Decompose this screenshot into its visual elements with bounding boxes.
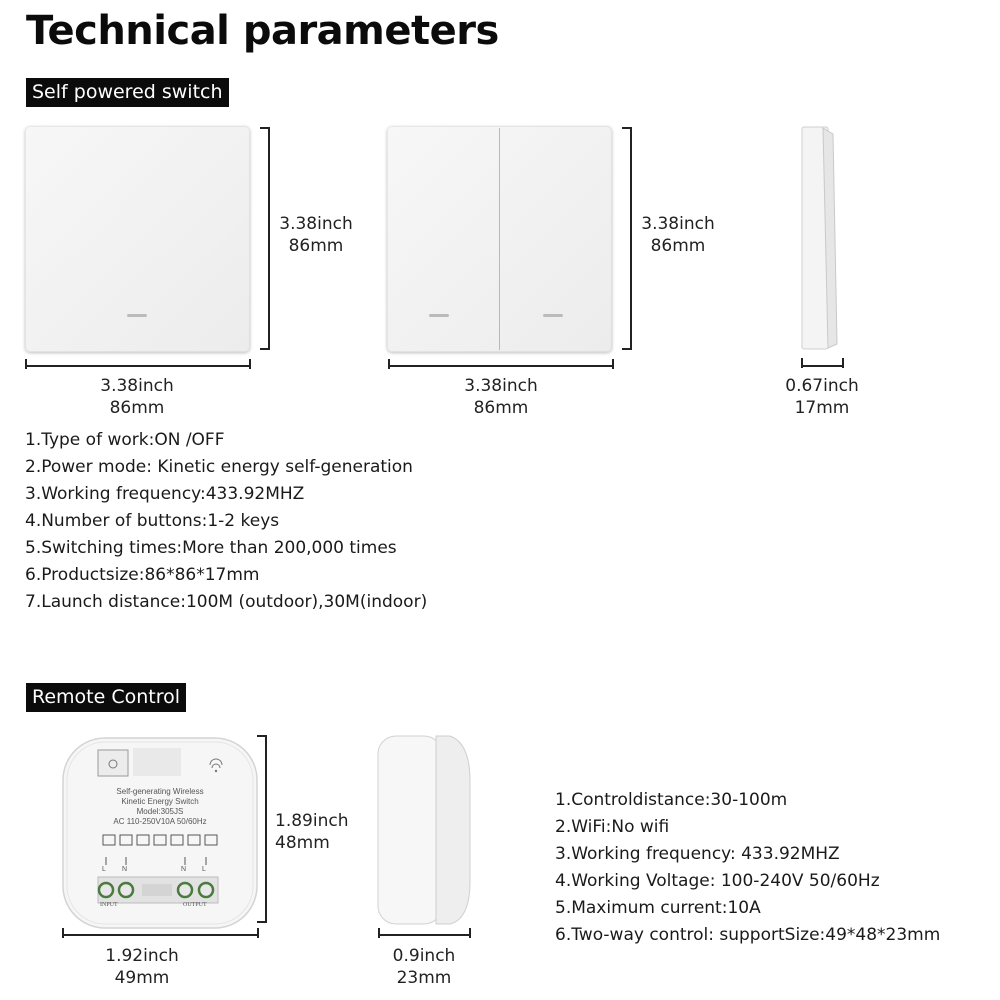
device-label-line: AC 110-250V10A 50/60Hz (113, 817, 207, 826)
switch-depth-label (772, 375, 872, 419)
dimension-tick (257, 735, 267, 737)
height-inch: 3.38inch (279, 214, 353, 234)
dimension-tick (622, 127, 632, 129)
remote-depth-label (374, 945, 474, 989)
remote-width-label (92, 945, 192, 989)
dimension-tick (801, 358, 803, 368)
remote-height-label (275, 810, 355, 854)
width-mm: 86mm (109, 398, 165, 418)
self-powered-spec-list (25, 427, 427, 616)
dimension-tick (842, 358, 844, 368)
spec-item: 6.Productsize:86*86*17mm (25, 565, 260, 585)
single-switch-width-label (87, 375, 187, 419)
spec-item: 3.Working frequency:433.92MHZ (25, 484, 305, 504)
section-label-remote-control: Remote Control (26, 683, 186, 712)
depth-mm: 17mm (794, 398, 850, 418)
width-inch: 1.92inch (105, 946, 179, 966)
spec-item: 2.Power mode: Kinetic energy self-generation (25, 457, 413, 477)
remote-receiver-front-image (60, 735, 260, 931)
depth-inch: 0.67inch (785, 376, 859, 396)
height-dimension-line (265, 735, 267, 922)
depth-mm: 23mm (396, 968, 452, 988)
depth-inch: 0.9inch (392, 946, 456, 966)
switch-indicator-led (127, 314, 147, 317)
height-mm: 86mm (650, 236, 706, 256)
double-gang-switch-image (387, 126, 612, 352)
device-label-text (60, 787, 260, 827)
width-inch: 3.38inch (100, 376, 174, 396)
dimension-tick (260, 348, 270, 350)
terminal-l-label: L (102, 866, 106, 873)
depth-dimension-line (801, 365, 843, 367)
dimension-tick (25, 359, 27, 369)
page-title: Technical parameters (26, 8, 499, 54)
output-terminal-label: OUTPUT (183, 902, 207, 908)
terminal-l-label: L (202, 866, 206, 873)
height-inch: 3.38inch (641, 214, 715, 234)
width-dimension-line (388, 365, 613, 367)
dimension-tick (257, 921, 267, 923)
terminal-n-label: N (122, 866, 128, 873)
height-inch: 1.89inch (275, 811, 349, 831)
height-mm: 48mm (275, 833, 330, 853)
remote-receiver-side-image (374, 733, 474, 929)
terminal-n-label: N (181, 866, 187, 873)
input-terminal-label: INPUT (100, 902, 118, 908)
dimension-tick (378, 928, 380, 938)
height-dimension-line (630, 127, 632, 349)
spec-item: 2.WiFi:No wifi (555, 817, 670, 837)
dimension-tick (249, 359, 251, 369)
dimension-tick (388, 359, 390, 369)
switch-indicator-led (429, 314, 449, 317)
height-dimension-line (268, 127, 270, 349)
dimension-tick (257, 928, 259, 938)
remote-spec-list (555, 787, 940, 949)
dimension-tick (612, 359, 614, 369)
width-dimension-line (25, 365, 250, 367)
spec-item: 6.Two-way control: supportSize:49*48*23mm (555, 925, 941, 945)
switch-side-view-image (795, 124, 847, 354)
double-switch-width-label (451, 375, 551, 419)
spec-item: 3.Working frequency: 433.92MHZ (555, 844, 840, 864)
spec-item: 4.Number of buttons:1-2 keys (25, 511, 280, 531)
dimension-tick (469, 928, 471, 938)
spec-item: 1.Controldistance:30-100m (555, 790, 788, 810)
device-label-line: Self-generating Wireless (116, 787, 204, 796)
height-mm: 86mm (288, 236, 344, 256)
spec-item: 5.Maximum current:10A (555, 898, 761, 918)
single-switch-height-label (272, 213, 360, 257)
switch-key-divider (499, 128, 500, 350)
width-dimension-line (62, 934, 258, 936)
width-mm: 86mm (473, 398, 529, 418)
double-switch-height-label (634, 213, 722, 257)
section-label-self-powered-switch: Self powered switch (26, 78, 229, 107)
dimension-tick (62, 928, 64, 938)
depth-dimension-line (378, 934, 470, 936)
single-gang-switch-image (25, 126, 250, 352)
dimension-tick (622, 348, 632, 350)
width-inch: 3.38inch (464, 376, 538, 396)
switch-indicator-led (543, 314, 563, 317)
spec-item: 5.Switching times:More than 200,000 times (25, 538, 397, 558)
spec-item: 4.Working Voltage: 100-240V 50/60Hz (555, 871, 880, 891)
dimension-tick (260, 127, 270, 129)
spec-item: 7.Launch distance:100M (outdoor),30M(indoor) (25, 592, 428, 612)
width-mm: 49mm (114, 968, 170, 988)
device-label-line: Model:305JS (136, 807, 184, 816)
device-label-line: Kinetic Energy Switch (121, 797, 199, 806)
spec-item: 1.Type of work:ON /OFF (25, 430, 225, 450)
